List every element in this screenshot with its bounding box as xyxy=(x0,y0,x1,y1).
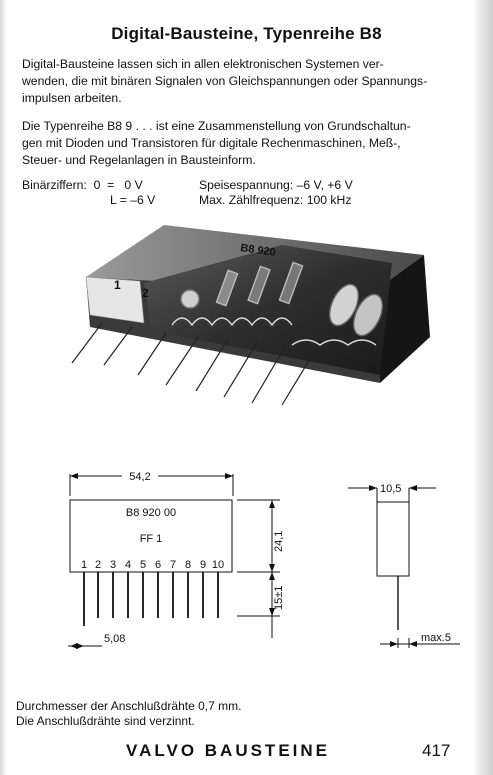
intro-line: impulsen arbeiten. xyxy=(22,91,122,105)
intro-line: wenden, die mit binären Signalen von Gleichspannungen oder Spannungs- xyxy=(22,74,428,88)
drawing-module-name: FF 1 xyxy=(139,533,163,545)
brand-footer: VALVO BAUSTEINE xyxy=(126,741,330,760)
pin-number: 6 xyxy=(154,559,162,571)
drawing-leads xyxy=(84,572,398,630)
lead-offset-label: max.5 xyxy=(421,632,451,644)
photo-pin-label-1: 1 xyxy=(114,278,121,292)
depth-dim-label: 10,5 xyxy=(380,483,402,495)
drawing-module-type: B8 920 00 xyxy=(125,507,177,519)
height-dim-label: 24,1 xyxy=(273,530,285,552)
binary-zero-value: 0 = 0 V xyxy=(93,178,143,192)
pin-number: 8 xyxy=(184,559,192,571)
pin-number: 1 xyxy=(80,559,88,571)
pin-number: 2 xyxy=(94,559,102,571)
intro-line: Digital-Bausteine lassen sich in allen elektronischen Systemen ver- xyxy=(22,57,384,71)
dimension-arrows xyxy=(70,473,417,649)
footnote xyxy=(16,699,241,729)
binary-L-value: L = –6 V xyxy=(110,193,156,207)
pin-number: 9 xyxy=(199,559,207,571)
photo-pin-label-2: 2 xyxy=(142,286,149,300)
pin-number: 7 xyxy=(169,559,177,571)
footnote-line: Die Anschlußdrähte sind verzinnt. xyxy=(16,714,195,728)
dimension-drawing xyxy=(40,460,470,660)
binary-digits-spec xyxy=(22,178,155,208)
pin-number: 10 xyxy=(211,559,225,571)
series-line: Steuer- und Regelanlagen in Bausteinform. xyxy=(22,153,256,167)
binary-label: Binärziffern: xyxy=(22,178,87,192)
module-photo xyxy=(62,215,442,420)
page-title: Digital-Bausteine, Typenreihe B8 xyxy=(111,24,382,43)
lead-dim-label: 15±1 xyxy=(273,585,285,610)
series-paragraph xyxy=(22,118,468,169)
intro-paragraph xyxy=(22,56,468,107)
series-line: Die Typenreihe B8 9 . . . ist eine Zusammenstellung von Grundschaltun- xyxy=(22,119,411,133)
series-line: gen mit Dioden und Transistoren für digitale Rechenmaschinen, Meß-, xyxy=(22,136,401,150)
footnote-line: Durchmesser der Anschlußdrähte 0,7 mm. xyxy=(16,699,242,713)
supply-voltage: Speisespannung: –6 V, +6 V xyxy=(199,178,353,192)
pitch-dim-label: 5,08 xyxy=(104,633,126,645)
module-marking: B8 920 xyxy=(239,242,277,259)
electrical-spec xyxy=(199,178,353,208)
max-count-frequency: Max. Zählfrequenz: 100 kHz xyxy=(199,193,352,207)
side-view-outline xyxy=(377,502,409,576)
page-edge-left xyxy=(0,0,7,775)
pin-number: 4 xyxy=(124,559,132,571)
page-edge-right xyxy=(473,0,493,775)
width-dim-label: 54,2 xyxy=(129,471,151,483)
page-number: 417 xyxy=(422,741,451,760)
pin-number: 3 xyxy=(109,559,117,571)
pin-number: 5 xyxy=(139,559,147,571)
